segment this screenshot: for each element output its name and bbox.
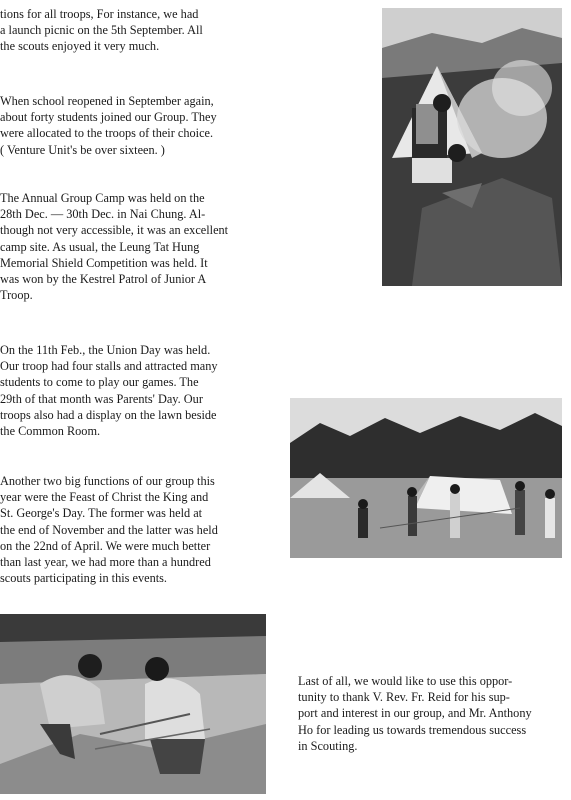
paragraph-school-reopened: When school reopened in September again, about forty students joined our Group. They were allocated to the troops of their choice. ( Venture Unit's be over sixteen. ) (0, 94, 217, 157)
photo-tents-field-image (290, 398, 562, 558)
photo-tents-field (290, 398, 562, 558)
photo-scouts-working (0, 614, 266, 794)
photo-campfire-tent-image (382, 8, 562, 286)
paragraph-annual-camp: The Annual Group Camp was held on the 28th Dec. — 30th Dec. in Nai Chung. Al- though not very accessible, it was an excellent camp site. As usual, the Leung Tat Hung Memorial Shield Competition was held. It was won by the Kestrel Patrol of Junior A Troop. (0, 191, 229, 303)
paragraph-thanks: Last of all, we would like to use this oppor- tunity to thank V. Rev. Fr. Reid for his sup- port and interest in our group, and Mr. Anthony Ho for leading us towards tremendous success in Scouting. (298, 674, 532, 753)
paragraph-launch-picnic: tions for all troops, For instance, we had a launch picnic on the 5th September. All the scouts enjoyed it very much. (0, 7, 203, 54)
paragraph-feast-functions: Another two big functions of our group this year were the Feast of Christ the King and St. George's Day. The former was held at the end of November and the latter was held on the 22nd of April. We were much better than last year, we had more than a hundred scouts participating in this events. (0, 474, 218, 586)
photo-scouts-working-image (0, 614, 266, 794)
paragraph-union-day: On the 11th Feb., the Union Day was held. Our troop had four stalls and attracted many students to come to play our games. The 29th of that month was Parents' Day. Our troops also had a display on the lawn beside the Common Room. (0, 343, 218, 439)
photo-campfire-tent (382, 8, 562, 286)
